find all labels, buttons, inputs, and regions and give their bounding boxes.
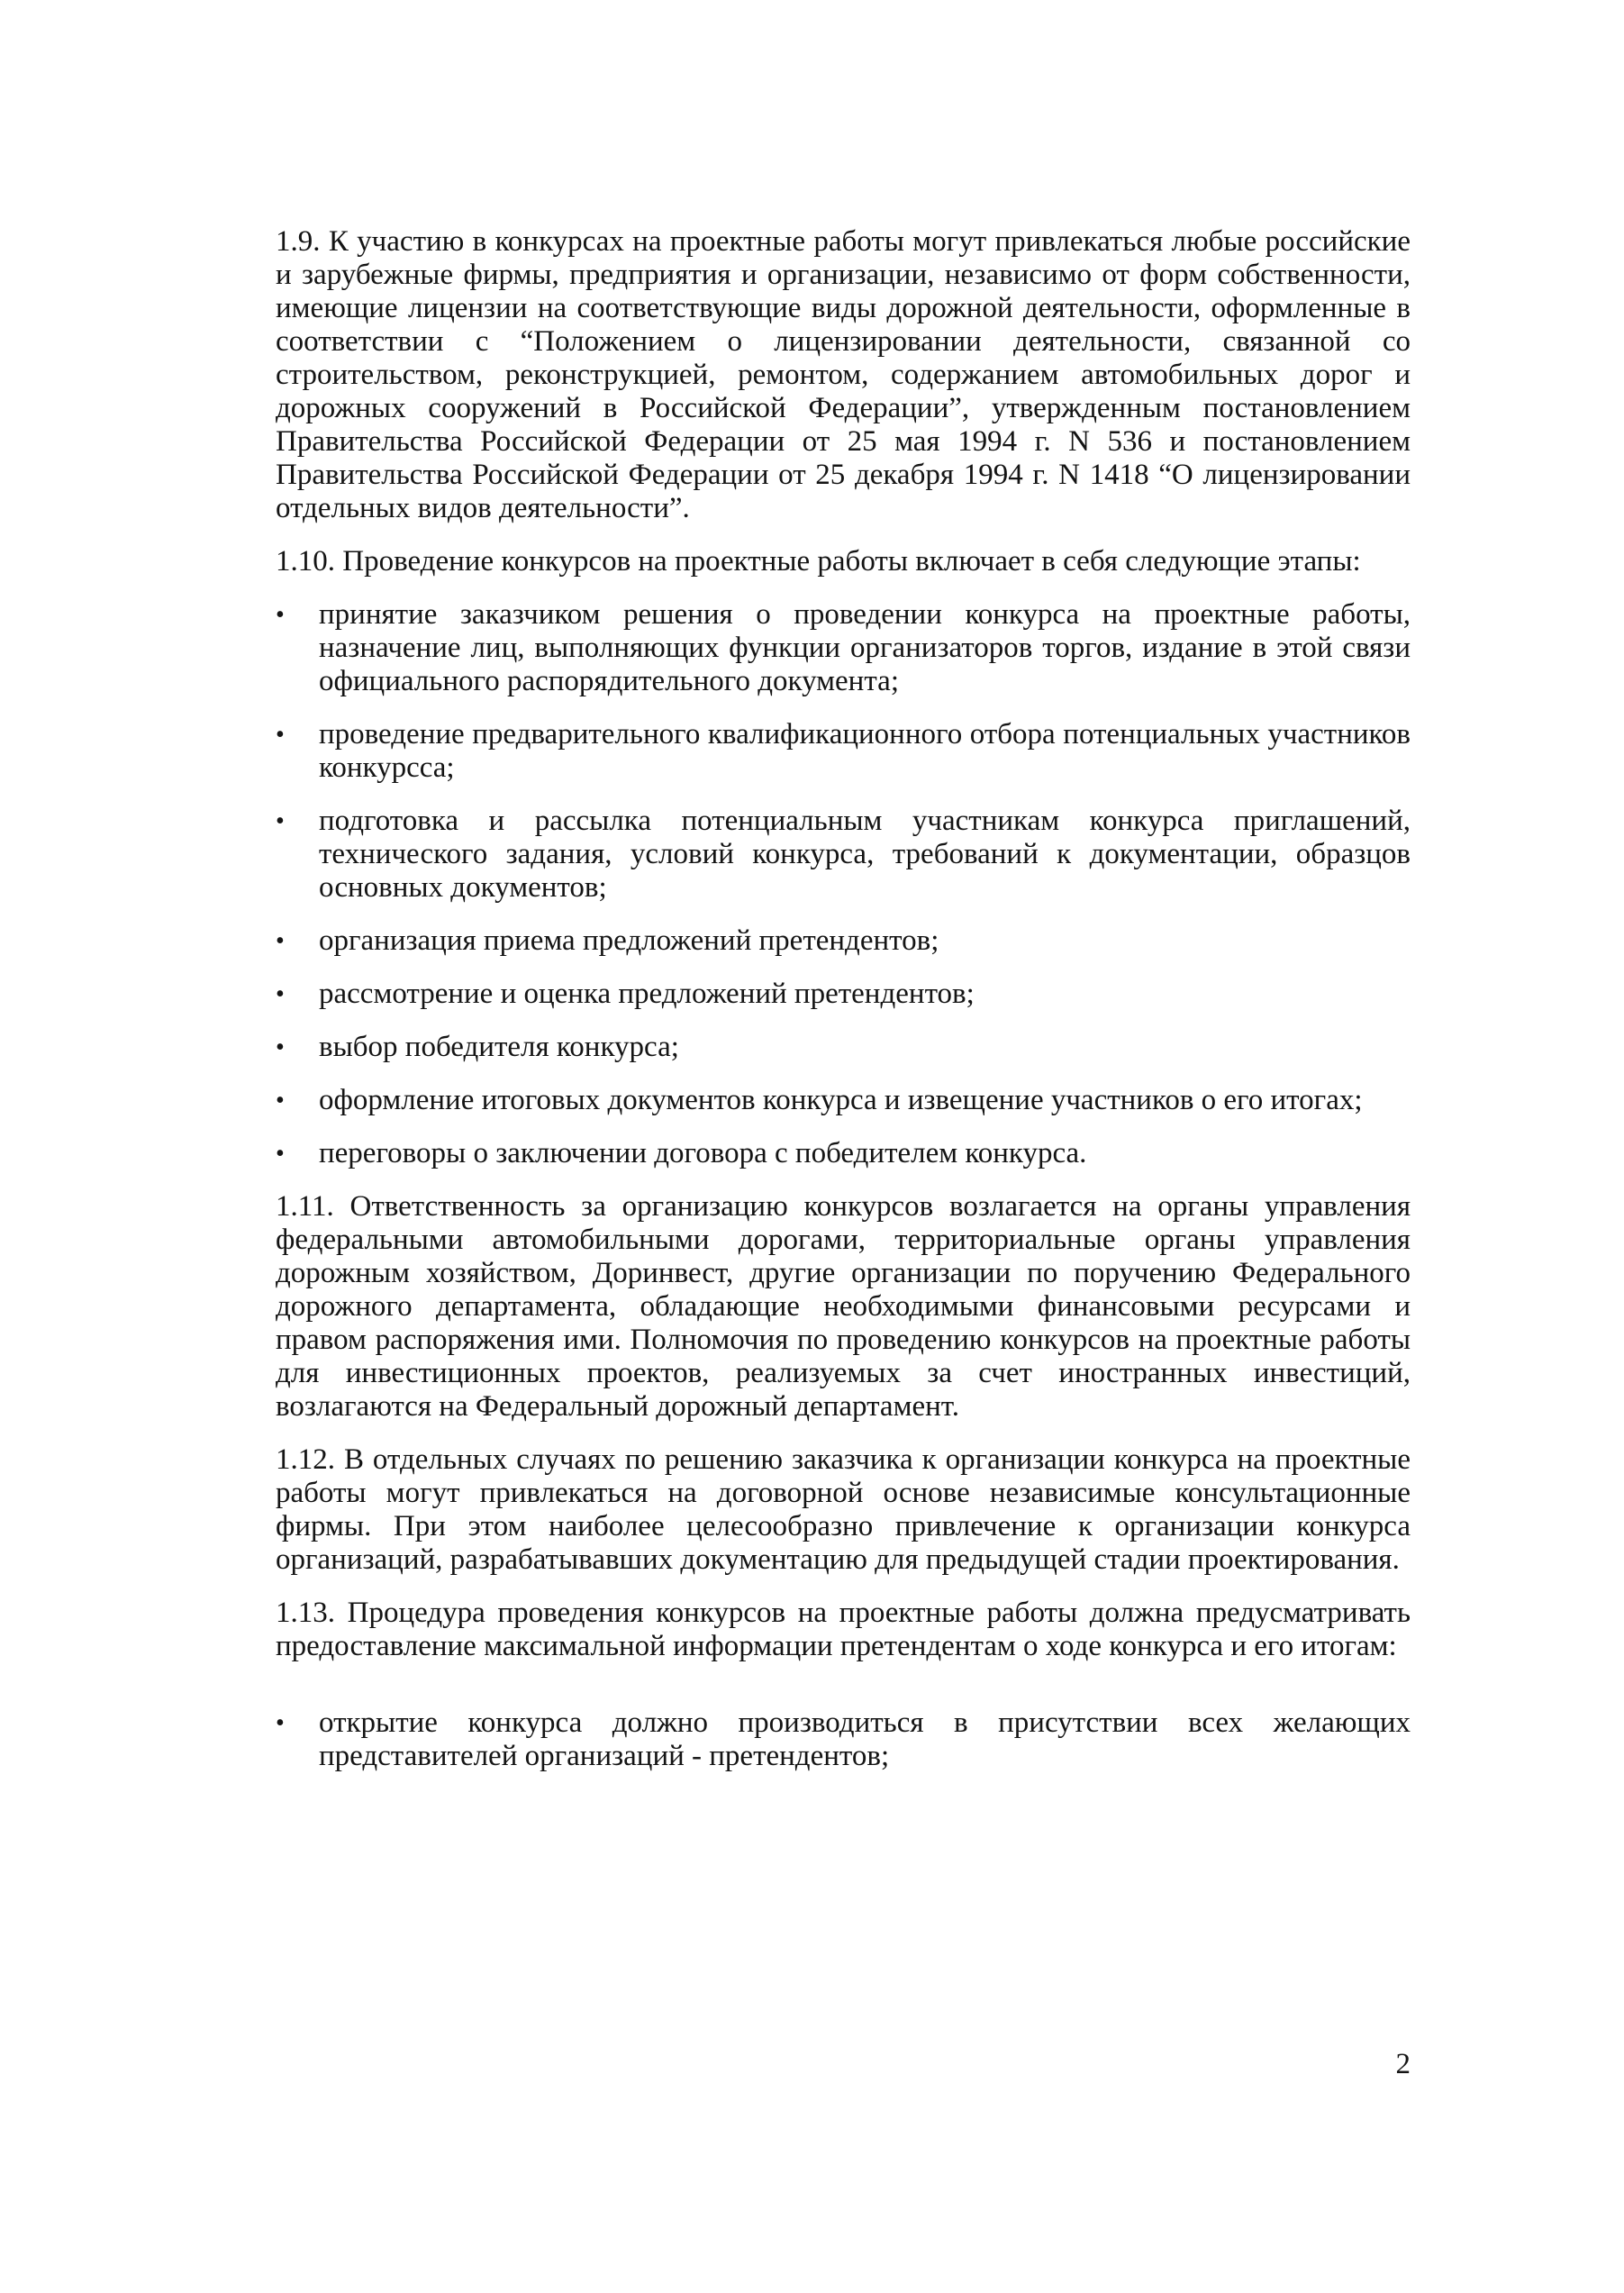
stages-list — [276, 598, 1411, 1170]
bullet-icon: • — [276, 807, 285, 835]
list-item-text: выбор победителя конкурса; — [319, 1031, 679, 1063]
bullet-icon: • — [276, 1033, 285, 1061]
paragraph-1-13: 1.13. Процедура проведения конкурсов на проектные работы должна предусматривать предоставление максимальной информации претендентам о ходе конкурса и его итогам: — [276, 1597, 1411, 1662]
paragraph-1-9: 1.9. К участию в конкурсах на проектные работы могут привлекаться любые российские и зарубежные фирмы, предприятия и организации, независимо от форм собственности, имеющие лицензии на соответствующие виды дорожной деятельности, оформленные в соответствии с “Положением о лицензировании деятельности, связанной со строительством, реконструкцией, ремонтом, содержанием автомобильных дорог и дорожных сооружений в Российской Федерации”, утвержденным постановлением Правительства Российской Федерации от 25 мая 1994 г. N 536 и постановлением Правительства Российской Федерации от 25 декабря 1994 г. N 1418 “О лицензировании отдельных видов деятельности”. — [276, 225, 1411, 524]
bullet-icon: • — [276, 1140, 285, 1168]
bullet-icon: • — [276, 601, 285, 629]
bullet-icon: • — [276, 721, 285, 749]
page-number: 2 — [1395, 2048, 1411, 2080]
bullet-icon: • — [276, 1087, 285, 1115]
list-item-text: подготовка и рассылка потенциальным участникам конкурса приглашений, технического задания, условий конкурса, требований к документации, образцов основных документов; — [319, 805, 1411, 904]
bullet-icon: • — [276, 1709, 285, 1737]
paragraph-1-10: 1.10. Проведение конкурсов на проектные работы включает в себя следующие этапы: — [276, 545, 1361, 578]
list-item-text: организация приема предложений претендентов; — [319, 924, 939, 957]
list-item-text: принятие заказчиком решения о проведении конкурса на проектные работы, назначение лиц, выполняющих функции организаторов торгов, издание в этой связи официального распорядительного документа; — [319, 598, 1411, 697]
list-item — [276, 924, 1411, 958]
list-item-text: проведение предварительного квалификационного отбора потенциальных участников конкурсса; — [319, 718, 1411, 784]
list-item — [276, 718, 1411, 785]
bullet-icon: • — [276, 980, 285, 1008]
list-item — [276, 805, 1411, 905]
paragraph-1-12: 1.12. В отдельных случаях по решению заказчика к организации конкурса на проектные работы могут привлекаться на договорной основе независимые консультационные фирмы. При этом наиболее целесообразно привлечение к организации конкурса организаций, разрабатывавших документацию для предыдущей стадии проектирования. — [276, 1443, 1411, 1576]
spacer — [276, 1683, 1411, 1706]
list-item — [276, 1706, 1411, 1773]
list-item-text: рассмотрение и оценка предложений претендентов; — [319, 978, 975, 1010]
document-body — [276, 225, 1411, 1793]
list-item-text: оформление итоговых документов конкурса и извещение участников о его итогах; — [319, 1084, 1363, 1116]
list-item — [276, 978, 1411, 1011]
list-item — [276, 598, 1411, 698]
paragraph-1-11: 1.11. Ответственность за организацию конкурсов возлагается на органы управления федеральными автомобильными дорогами, территориальные органы управления дорожным хозяйством, Доринвест, другие организации по поручению Федерального дорожного департамента, обладающие необходимыми финансовыми ресурсами и правом распоряжения ими. Полномочия по проведению конкурсов на проектные работы для инвестиционных проектов, реализуемых за счет иностранных инвестиций, возлагаются на Федеральный дорожный департамент. — [276, 1190, 1411, 1423]
list-item-text: переговоры о заключении договора с победителем конкурса. — [319, 1137, 1087, 1169]
info-list — [276, 1706, 1411, 1773]
list-item — [276, 1084, 1411, 1117]
list-item — [276, 1137, 1411, 1170]
list-item-text: открытие конкурса должно производиться в присутствии всех желающих представителей организаций - претендентов; — [319, 1706, 1411, 1772]
bullet-icon: • — [276, 927, 285, 955]
list-item — [276, 1031, 1411, 1064]
